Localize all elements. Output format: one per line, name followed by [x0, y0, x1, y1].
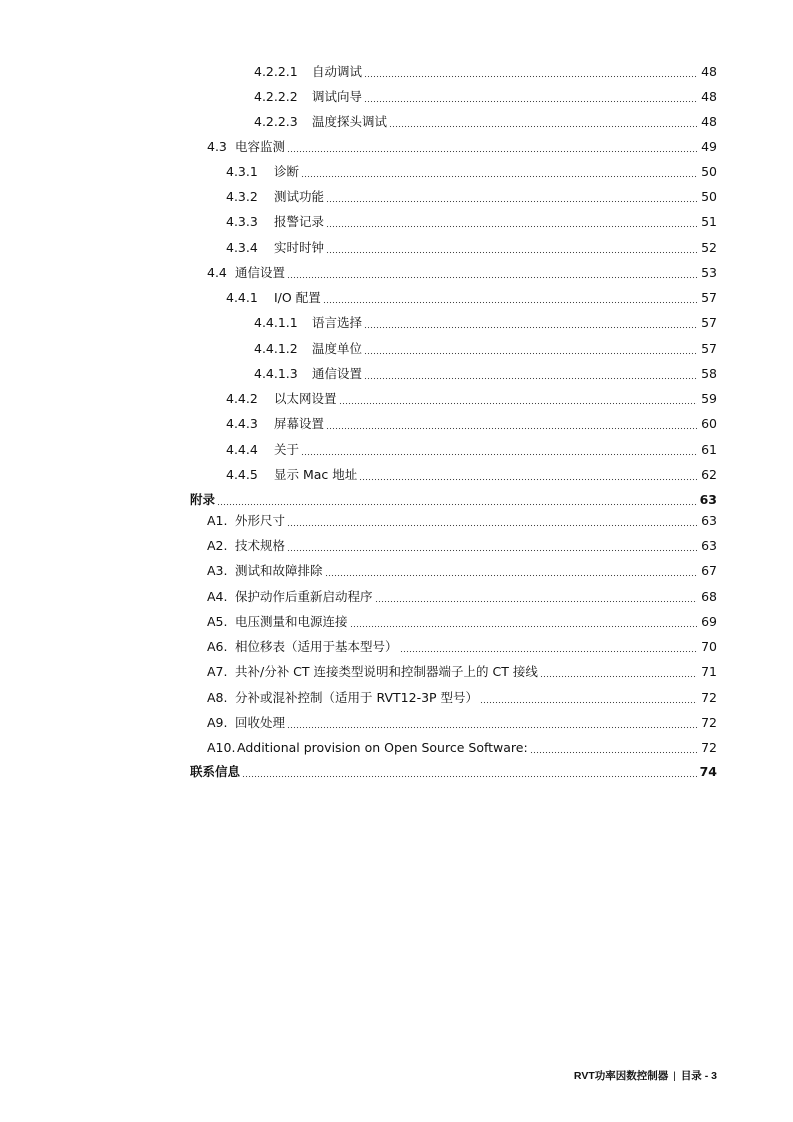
toc-entry-title: 报警记录 [274, 214, 325, 229]
dot-leader [364, 89, 697, 103]
toc-entry-page: 61 [701, 442, 717, 457]
toc-entry-page: 48 [701, 64, 717, 79]
dot-leader [339, 391, 697, 405]
toc-entry[interactable] [207, 263, 717, 283]
toc-entry-title: 显示 Mac 地址 [274, 467, 358, 482]
footer-doc-title: RVT功率因数控制器 [573, 1070, 669, 1082]
toc-entry-number: A3. [207, 563, 228, 578]
toc-entry-number: 4.4.1.1 [254, 315, 298, 330]
toc-entry-page: 57 [701, 341, 717, 356]
toc-entry[interactable] [207, 561, 717, 581]
toc-entry-page: 48 [701, 89, 717, 104]
toc-entry-number: 4.2.2.2 [254, 89, 298, 104]
toc-entry-title: Additional provision on Open Source Software: [237, 740, 528, 755]
toc-entry[interactable] [226, 414, 717, 434]
dot-leader [480, 690, 697, 704]
toc-entry-page: 50 [701, 164, 717, 179]
dot-leader [364, 64, 697, 78]
toc-entry-number: A10. [207, 740, 236, 755]
toc-entry-page: 72 [701, 715, 717, 730]
toc-entry[interactable] [207, 662, 717, 682]
toc-entry-page: 59 [701, 391, 717, 406]
toc-entry-title: 以太网设置 [274, 391, 337, 406]
toc-entry[interactable] [254, 112, 717, 132]
toc-entry-number: A8. [207, 690, 228, 705]
dot-leader [287, 513, 697, 527]
toc-entry[interactable] [254, 339, 717, 359]
footer-dash: - [704, 1070, 709, 1082]
toc-entry-title: I/O 配置 [274, 290, 321, 305]
toc-entry-page: 67 [701, 563, 717, 578]
dot-leader [375, 589, 697, 603]
toc-entry-title: 通信设置 [312, 366, 363, 381]
toc-entry-title: 语言选择 [312, 315, 363, 330]
toc-entry-page: 74 [699, 764, 717, 779]
dot-leader [325, 563, 697, 577]
toc-entry-page: 51 [701, 214, 717, 229]
toc-entry-number: 4.3 [207, 139, 227, 154]
toc-entry-title: 联系信息 [190, 764, 241, 779]
dot-leader [326, 214, 697, 228]
toc-entry-number: A5. [207, 614, 228, 629]
toc-entry[interactable] [207, 612, 717, 632]
toc-entry-page: 69 [701, 614, 717, 629]
toc-entry-number: 4.4.1 [226, 290, 258, 305]
toc-entry-page: 63 [701, 538, 717, 553]
toc-entry[interactable] [226, 238, 717, 258]
toc-entry[interactable] [254, 62, 717, 82]
toc-entry[interactable] [226, 288, 717, 308]
toc-entry-page: 68 [701, 589, 717, 604]
footer-page-number: 3 [711, 1070, 717, 1082]
dot-leader [540, 664, 697, 678]
toc-entry[interactable] [190, 762, 717, 782]
toc-entry-number: A1. [207, 513, 228, 528]
toc-entry[interactable] [226, 187, 717, 207]
toc-entry-page: 49 [701, 139, 717, 154]
toc-entry-page: 63 [699, 492, 717, 507]
toc-entry-number: A4. [207, 589, 228, 604]
toc-entry[interactable] [190, 490, 717, 510]
dot-leader [323, 290, 697, 304]
toc-entry-page: 63 [701, 513, 717, 528]
dot-leader [287, 139, 697, 153]
dot-leader [326, 189, 697, 203]
toc-entry-title: 回收处理 [235, 715, 286, 730]
toc-entry-title: 调试向导 [312, 89, 363, 104]
toc-entry-title: 电容监测 [235, 139, 286, 154]
toc-entry-title: 测试功能 [274, 189, 325, 204]
toc-entry-title: 测试和故障排除 [235, 563, 323, 578]
toc-entry-number: 4.3.3 [226, 214, 258, 229]
toc-entry-page: 58 [701, 366, 717, 381]
toc-entry-page: 48 [701, 114, 717, 129]
dot-leader [350, 614, 697, 628]
toc-entry-number: A9. [207, 715, 228, 730]
toc-entry[interactable] [207, 536, 717, 556]
toc-entry[interactable] [207, 637, 717, 657]
toc-entry-title: 共补/分补 CT 连接类型说明和控制器端子上的 CT 接线 [235, 664, 538, 679]
dot-leader [301, 442, 697, 456]
toc-entry-page: 62 [701, 467, 717, 482]
toc-entry[interactable] [207, 713, 717, 733]
dot-leader [400, 639, 697, 653]
toc-entry-number: 4.4.2 [226, 391, 258, 406]
toc-entry[interactable] [254, 87, 717, 107]
dot-leader [287, 538, 697, 552]
toc-entry-title: 实时时钟 [274, 240, 325, 255]
toc-entry[interactable] [207, 511, 717, 531]
toc-entry-page: 71 [701, 664, 717, 679]
toc-entry-number: 4.4.1.2 [254, 341, 298, 356]
toc-entry-title: 温度探头调试 [312, 114, 388, 129]
toc-entry[interactable] [226, 162, 717, 182]
toc-entry-title: 分补或混补控制（适用于 RVT12-3P 型号） [235, 690, 479, 705]
dot-leader [326, 416, 697, 430]
toc-entry-title: 技术规格 [235, 538, 286, 553]
footer-separator: | [673, 1070, 676, 1082]
toc-entry-number: 4.4.3 [226, 416, 258, 431]
toc-entry-number: 4.2.2.1 [254, 64, 298, 79]
toc-entry-number: 4.4.1.3 [254, 366, 298, 381]
toc-entry-page: 72 [701, 690, 717, 705]
toc-entry-title: 自动调试 [312, 64, 363, 79]
dot-leader [389, 114, 697, 128]
toc-entry-title: 保护动作后重新启动程序 [235, 589, 373, 604]
toc-entry-number: 4.2.2.3 [254, 114, 298, 129]
dot-leader [242, 764, 697, 778]
dot-leader [217, 492, 697, 506]
toc-entry-page: 57 [701, 315, 717, 330]
toc-entry[interactable] [207, 137, 717, 157]
dot-leader [530, 740, 697, 754]
dot-leader [326, 240, 697, 254]
toc-entry[interactable] [207, 587, 717, 607]
toc-entry[interactable] [226, 465, 717, 485]
toc-entry-page: 72 [701, 740, 717, 755]
toc-entry-page: 52 [701, 240, 717, 255]
toc-entry-title: 屏幕设置 [274, 416, 325, 431]
toc-entry-number: 4.3.1 [226, 164, 258, 179]
dot-leader [359, 467, 697, 481]
toc-entry[interactable] [254, 313, 717, 333]
toc-entry[interactable] [207, 738, 717, 758]
toc-entry-page: 60 [701, 416, 717, 431]
toc-entry-number: A7. [207, 664, 228, 679]
toc-entry[interactable] [207, 688, 717, 708]
dot-leader [364, 341, 697, 355]
toc-entry-title: 相位移表（适用于基本型号） [235, 639, 398, 654]
toc-entry-number: 4.4.5 [226, 467, 258, 482]
toc-entry-number: 4.4 [207, 265, 227, 280]
toc-entry[interactable] [254, 364, 717, 384]
toc-entry[interactable] [226, 389, 717, 409]
toc-entry-number: A6. [207, 639, 228, 654]
footer-section: 目录 [680, 1070, 702, 1082]
dot-leader [364, 315, 697, 329]
toc-entry-number: 4.3.4 [226, 240, 258, 255]
toc-entry-number: 4.3.2 [226, 189, 258, 204]
page-footer [574, 1068, 717, 1083]
toc-entry-page: 57 [701, 290, 717, 305]
toc-entry-title: 附录 [190, 492, 216, 507]
toc-entry-title: 关于 [274, 442, 300, 457]
toc-entry-page: 50 [701, 189, 717, 204]
toc-entry-title: 外形尺寸 [235, 513, 286, 528]
dot-leader [301, 164, 697, 178]
toc-entry-title: 电压测量和电源连接 [235, 614, 348, 629]
toc-entry-number: 4.4.4 [226, 442, 258, 457]
toc-entry-title: 诊断 [274, 164, 300, 179]
toc-entry-title: 温度单位 [312, 341, 363, 356]
toc-entry[interactable] [226, 440, 717, 460]
toc-entry[interactable] [226, 212, 717, 232]
toc-entry-number: A2. [207, 538, 228, 553]
dot-leader [287, 265, 697, 279]
dot-leader [364, 366, 697, 380]
toc-entry-title: 通信设置 [235, 265, 286, 280]
toc-entry-page: 70 [701, 639, 717, 654]
dot-leader [287, 715, 697, 729]
toc-entry-page: 53 [701, 265, 717, 280]
